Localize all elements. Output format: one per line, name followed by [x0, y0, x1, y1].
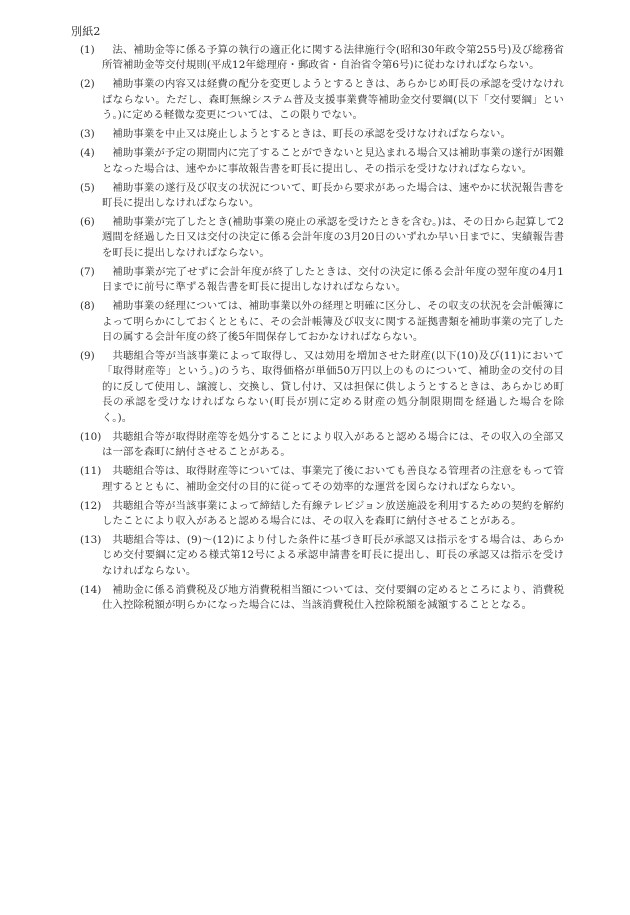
condition-number: (4) — [80, 147, 95, 160]
condition-item-6 — [80, 215, 564, 261]
condition-text: 補助事業が予定の期間内に完了することができないと見込まれる場合又は補助事業の遂行が困難となった場合は、速やかに事故報告書を町長に提出し、その指示を受けなければならない。 — [102, 147, 564, 175]
condition-item-5 — [80, 181, 564, 212]
condition-text: 補助事業を中止又は廃止しようとするときは、町長の承認を受けなければならない。 — [112, 128, 512, 141]
condition-number: (12) — [80, 499, 102, 512]
condition-number: (11) — [80, 465, 102, 478]
condition-text: 補助事業が完了したとき(補助事業の廃止の承認を受けたときを含む。)は、その日から起算して2週間を経過した日又は交付の決定に係る会計年度の3月20日のいずれか早い日までに、実績報告書を町長に提出しなければならない。 — [102, 216, 564, 259]
condition-item-2 — [80, 77, 564, 123]
condition-item-8 — [80, 299, 564, 345]
condition-item-4 — [80, 146, 564, 177]
condition-item-9 — [80, 349, 564, 426]
attachment-heading: 別紙2 — [71, 25, 101, 38]
condition-number: (13) — [80, 533, 102, 546]
condition-number: (14) — [80, 583, 102, 596]
condition-item-1 — [80, 43, 564, 74]
condition-text: 補助事業の遂行及び収支の状況について、町長から要求があった場合は、速やかに状況報告書を町長に提出しなければならない。 — [102, 181, 564, 210]
condition-item-7 — [80, 265, 564, 296]
condition-text: 法、補助金等に係る予算の執行の適正化に関する法律施行令(昭和30年政令第255号)及び総務省所管補助金等交付規則(平成12年総理府・郵政省・自治省令第6号)に従わなければならない。 — [102, 44, 564, 72]
condition-text: 共聴組合等は、(9)～(12)により付した条件に基づき町長が承認又は指示をする場合は、あらかじめ交付要綱に定める様式第12号による承認申請書を町長に提出し、町長の承認又は指示を受けなければならない。 — [102, 533, 564, 577]
condition-item-12 — [80, 499, 564, 530]
condition-item-11 — [80, 464, 564, 495]
conditions-list — [80, 43, 564, 617]
condition-text: 共聴組合等が当該事業によって締結した有線テレビジョン放送施設を利用するための契約を解約したことにより収入があると認める場合には、その収入を森町に納付させることがある。 — [102, 499, 564, 527]
condition-text: 補助事業が完了せずに会計年度が終了したときは、交付の決定に係る会計年度の翌年度の4月1日までに前号に準ずる報告書を町長に提出しなければならない。 — [102, 265, 564, 294]
condition-text: 補助事業の内容又は経費の配分を変更しようとするときは、あらかじめ町長の承認を受けなければならない。ただし、森町無線システム普及支援事業費等補助金交付要綱(以下「交付要綱」という。)に定める軽微な変更については、この限りでない。 — [102, 78, 564, 122]
condition-text: 共聴組合等が当該事業によって取得し、又は効用を増加させた財産(以下(10)及び(11)において「取得財産等」という。)のうち、取得価格が単価50万円以上のものについて、補助金の交付の目的に反して使用し、譲渡し、交換し、貸し付け、又は担保に供しようとするときは、あらかじめ町長の承認を受けなければならない(町長が別に定める財産の処分制限期間を経過した場合を除く。)。 — [102, 350, 564, 424]
condition-number: (8) — [80, 300, 95, 313]
condition-item-10 — [80, 430, 564, 461]
condition-item-3 — [80, 127, 564, 142]
condition-text: 共聴組合等は、取得財産等については、事業完了後においても善良なる管理者の注意をもって管理するとともに、補助金交付の目的に従ってその効率的な運営を図らなければならない。 — [102, 465, 564, 493]
condition-number: (6) — [80, 216, 95, 229]
condition-item-14 — [80, 583, 564, 614]
condition-text: 補助金に係る消費税及び地方消費税相当額については、交付要綱の定めるところにより、消費税仕入控除税額が明らかになった場合には、当該消費税仕入控除税額を減額することとなる。 — [102, 583, 564, 612]
condition-number: (7) — [80, 265, 95, 278]
condition-number: (2) — [80, 78, 95, 91]
condition-text: 補助事業の経理については、補助事業以外の経理と明確に区分し、その収支の状況を会計帳簿によって明らかにしておくとともに、その会計帳簿及び収支に関する証拠書類を補助事業の完了した日の属する会計年度の終了後5年間保存しておかなければならない。 — [102, 300, 564, 344]
condition-number: (3) — [80, 128, 95, 141]
condition-number: (5) — [80, 181, 95, 194]
condition-number: (9) — [80, 350, 95, 363]
condition-number: (10) — [80, 430, 102, 443]
condition-item-13 — [80, 533, 564, 579]
condition-number: (1) — [80, 44, 95, 56]
condition-text: 共聴組合等が取得財産等を処分することにより収入があると認める場合には、その収入の全部又は一部を森町に納付させることがある。 — [102, 430, 564, 459]
